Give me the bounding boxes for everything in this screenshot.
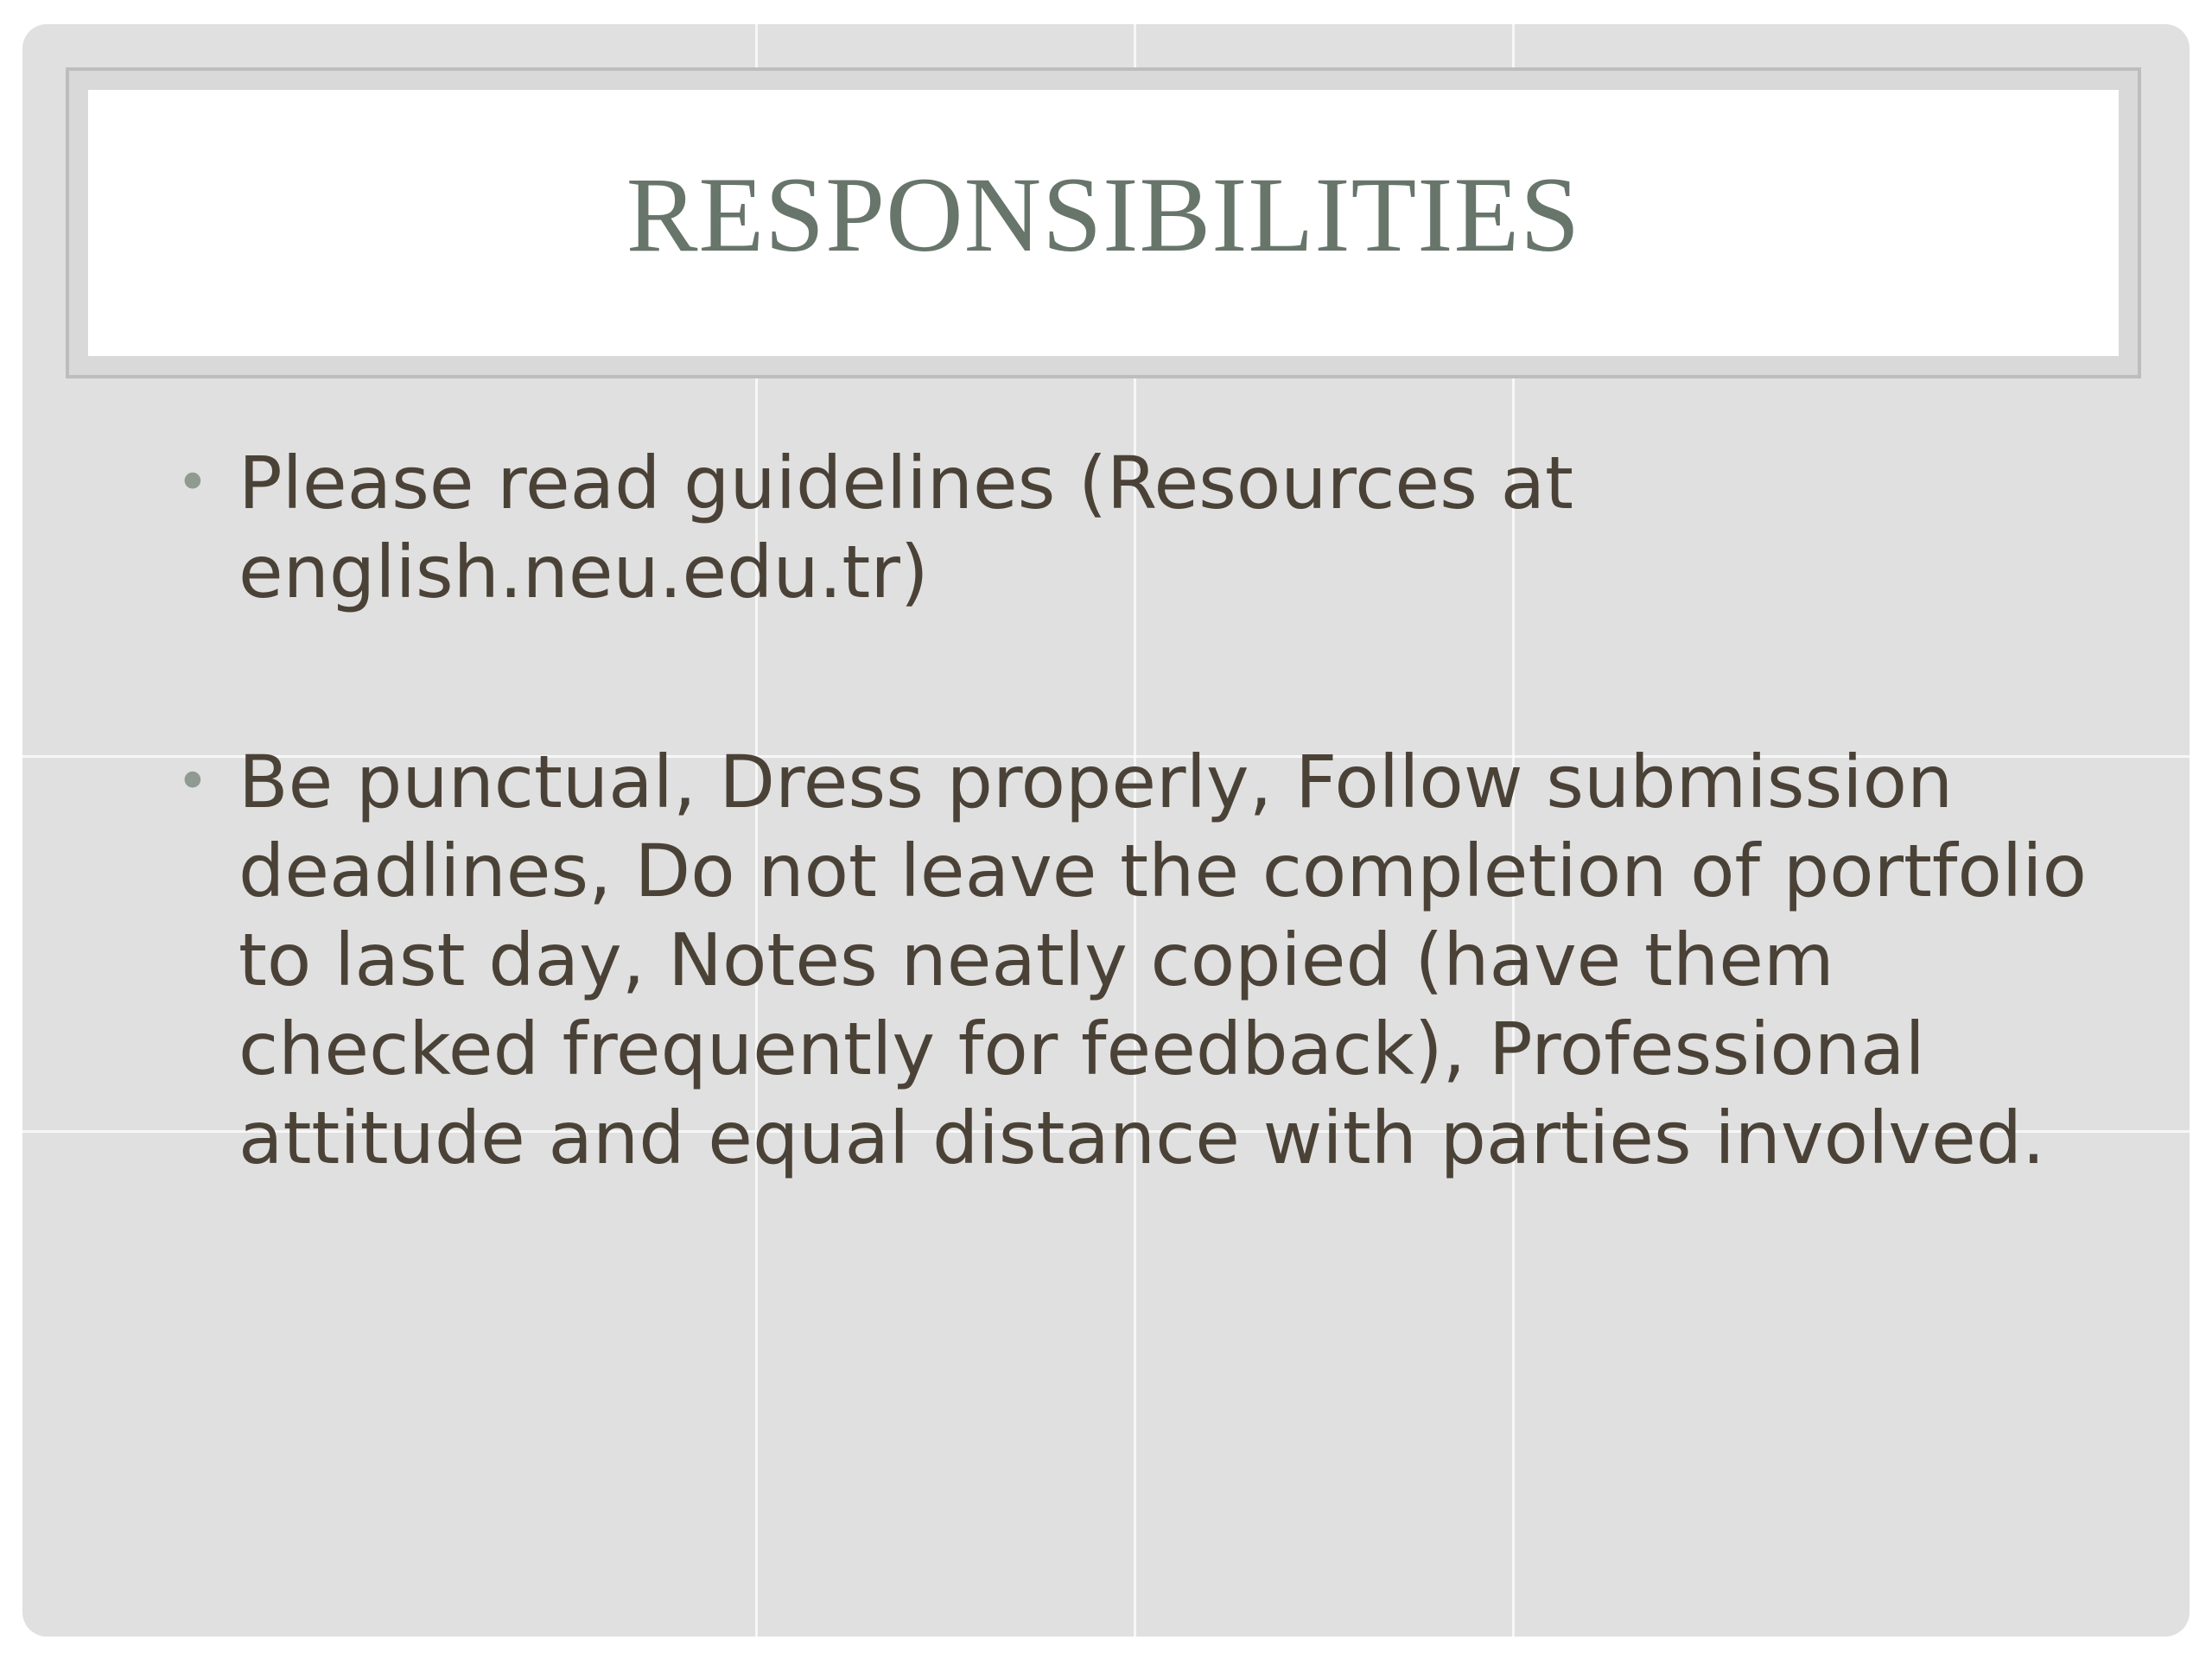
- bullet-item: [152, 738, 2088, 1183]
- slide-title: RESPONSIBILITIES: [626, 156, 1581, 274]
- bullet-text: Please read guidelines (Resources at english.neu.edu.tr): [238, 441, 1573, 614]
- bullet-text: Be punctual, Dress properly, Follow submission deadlines, Do not leave the completion of portfolio to last day, Notes neatly copied (have them checked frequently for feedback), Professional attitude and equal distance with parties involved.: [238, 740, 2087, 1180]
- bullet-item: [152, 439, 2088, 617]
- bullet-icon: •: [176, 750, 209, 814]
- title-frame: [66, 67, 2141, 378]
- bullet-icon: •: [176, 451, 209, 515]
- title-box: [88, 90, 2119, 356]
- bullet-list: [152, 439, 2088, 1183]
- slide: [22, 24, 2190, 1637]
